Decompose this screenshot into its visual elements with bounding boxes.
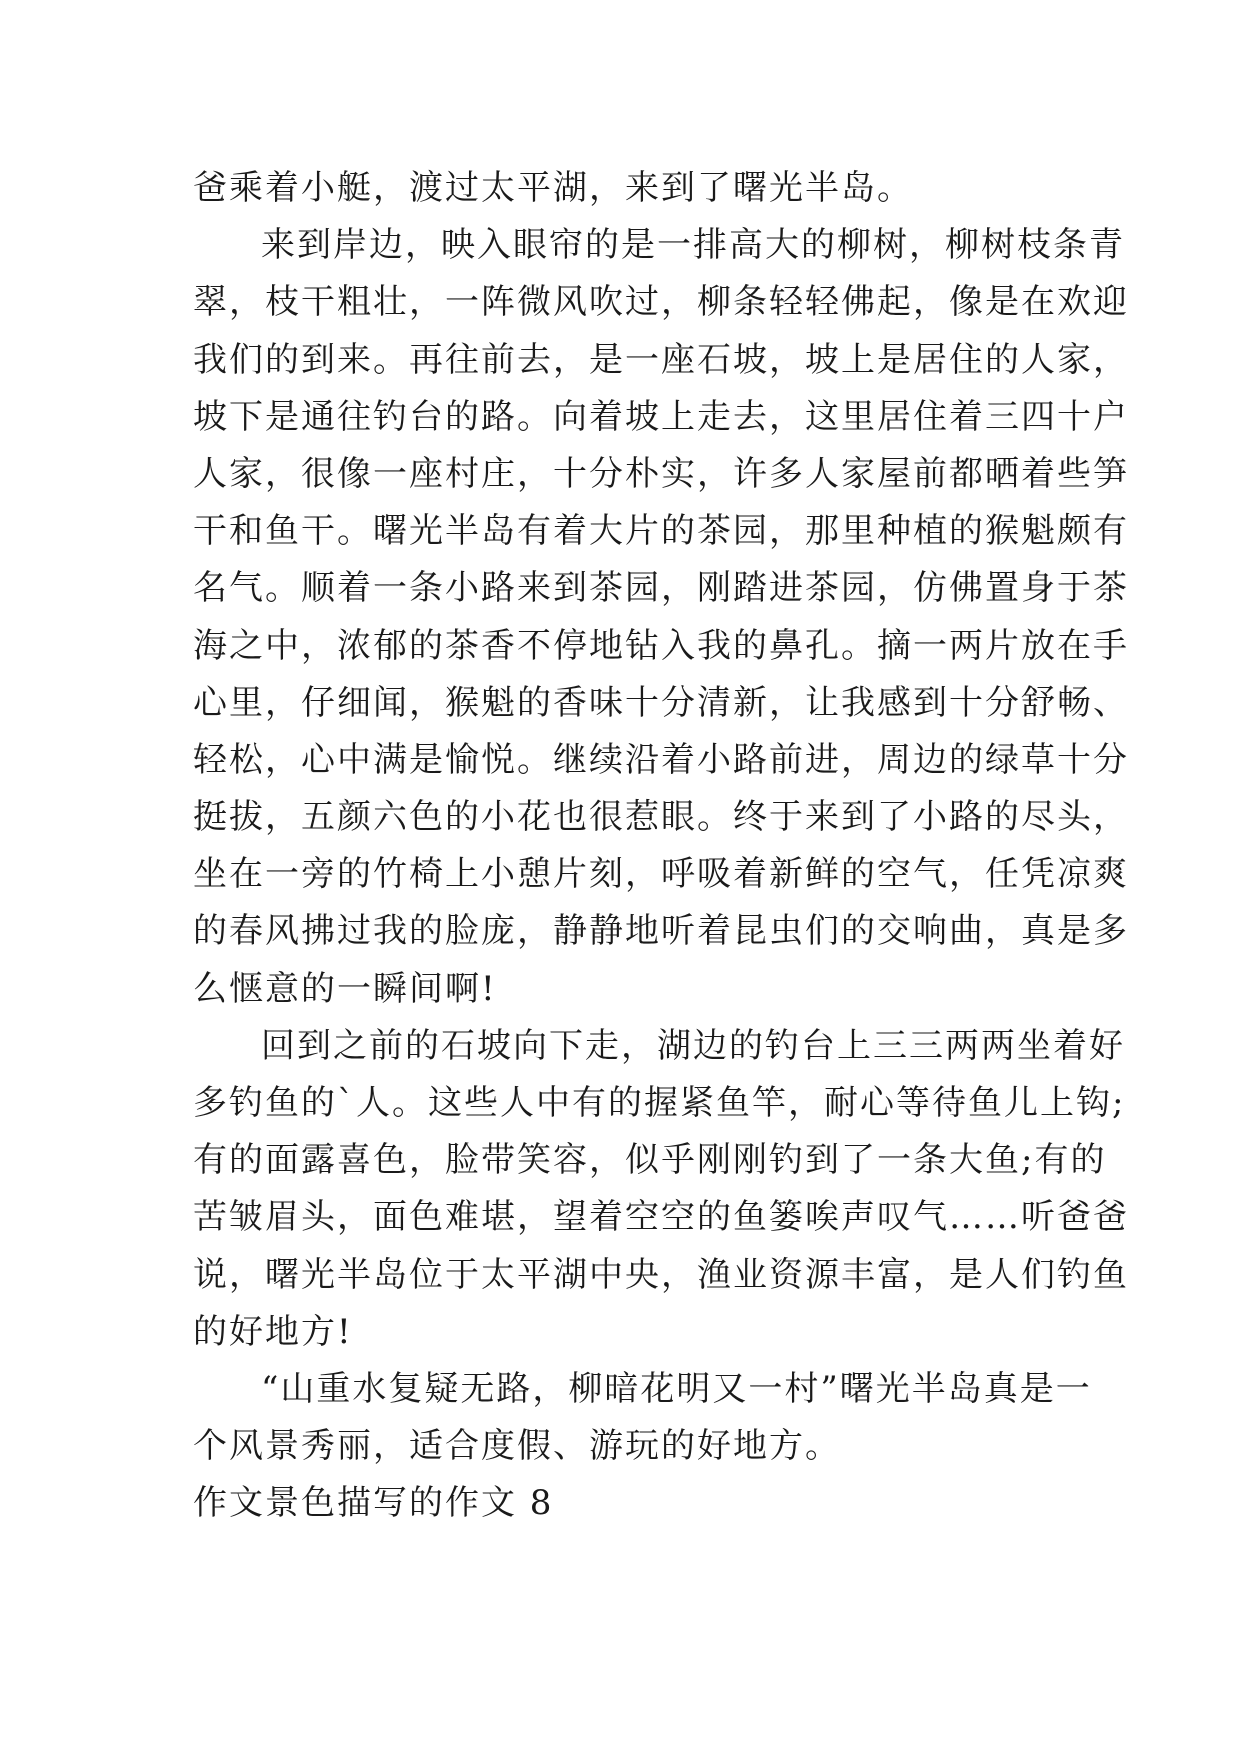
text-line: 个风景秀丽，适合度假、游玩的好地方。 xyxy=(193,1426,841,1467)
text-line: 么惬意的一瞬间啊! xyxy=(193,968,497,1009)
text-line: 坡下是通往钓台的路。向着坡上走去，这里居住着三四十户 xyxy=(193,396,1129,437)
text-line: 心里，仔细闻，猴魁的香味十分清新，让我感到十分舒畅、 xyxy=(193,682,1129,723)
paragraph-start-line: 回到之前的石坡向下走，湖边的钓台上三三两两坐着好 xyxy=(261,1025,1125,1066)
section-heading: 作文景色描写的作文 8 xyxy=(193,1483,554,1524)
text-line: 苦皱眉头，面色难堪，望着空空的鱼篓唉声叹气……听爸爸 xyxy=(193,1197,1129,1238)
text-line: 海之中，浓郁的茶香不停地钻入我的鼻孔。摘一两片放在手 xyxy=(193,625,1129,666)
paragraph-start-line: “山重水复疑无路，柳暗花明又一村”曙光半岛真是一 xyxy=(261,1368,1092,1409)
text-line: 轻松，心中满是愉悦。继续沿着小路前进，周边的绿草十分 xyxy=(193,739,1129,780)
paragraph-start-line: 来到岸边，映入眼帘的是一排高大的柳树，柳树枝条青 xyxy=(261,225,1125,266)
text-line: 坐在一旁的竹椅上小憩片刻，呼吸着新鲜的空气，任凭凉爽 xyxy=(193,854,1129,895)
document-body xyxy=(193,160,1129,1533)
text-line: 的好地方! xyxy=(193,1311,353,1352)
text-line: 干和鱼干。曙光半岛有着大片的茶园，那里种植的猴魁颇有 xyxy=(193,511,1129,552)
text-line: 挺拔，五颜六色的小花也很惹眼。终于来到了小路的尽头， xyxy=(193,797,1129,838)
text-line: 名气。顺着一条小路来到茶园，刚踏进茶园，仿佛置身于茶 xyxy=(193,568,1129,609)
text-line: 爸乘着小艇，渡过太平湖，来到了曙光半岛。 xyxy=(193,168,913,208)
text-line: 翠，枝干粗壮，一阵微风吹过，柳条轻轻佛起，像是在欢迎 xyxy=(193,282,1129,323)
text-line: 有的面露喜色，脸带笑容，似乎刚刚钓到了一条大鱼;有的 xyxy=(193,1140,1107,1181)
text-line: 人家，很像一座村庄，十分朴实，许多人家屋前都晒着些笋 xyxy=(193,453,1129,494)
text-line: 的春风拂过我的脸庞，静静地听着昆虫们的交响曲，真是多 xyxy=(193,911,1129,952)
text-line: 多钓鱼的`人。这些人中有的握紧鱼竿，耐心等待鱼儿上钩; xyxy=(193,1083,1126,1123)
text-line: 说，曙光半岛位于太平湖中央，渔业资源丰富，是人们钓鱼 xyxy=(193,1254,1129,1295)
text-line: 我们的到来。再往前去，是一座石坡，坡上是居住的人家， xyxy=(193,339,1129,380)
